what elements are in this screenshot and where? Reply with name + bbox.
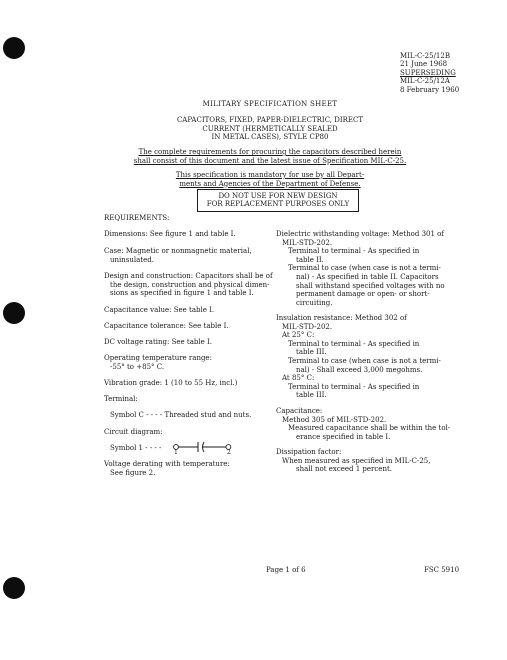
vibration-grade: Vibration grade: 1 (10 to 55 Hz, incl.) [104, 379, 238, 387]
dws-line: permanent damage or open- or short- [296, 290, 430, 299]
binder-hole-middle [3, 302, 25, 324]
design-line: the design, construction and physical dimen- [110, 280, 270, 289]
page-number: Page 1 of 6 [266, 566, 306, 574]
ir-line: MIL-STD-202. [282, 322, 333, 331]
dissipation-line: When measured as specified in MIL-C-25, [282, 456, 431, 465]
case-line: uninsulated. [110, 255, 154, 264]
requirements-heading: REQUIREMENTS: [104, 214, 170, 222]
ir-line: Insulation resistance: Method 302 of [276, 314, 407, 322]
capacitor-symbol-diagram [170, 440, 242, 456]
dws-line: Terminal to terminal - As specified in [288, 247, 420, 256]
node-2-label: 2 [227, 449, 231, 456]
ir-line: At 85° C: [282, 374, 315, 383]
superseded-date: 8 February 1960 [400, 85, 460, 94]
notice-line: DO NOT USE FOR NEW DESIGN [218, 192, 338, 200]
mandatory-note-line: This specification is mandatory for use by all Depart- [175, 171, 365, 179]
dissipation-line: shall not exceed 1 percent. [296, 465, 392, 474]
ir-line: Terminal to terminal - As specified in [288, 339, 420, 348]
dws-line: nal) - As specified in table II. Capacitors [296, 273, 439, 281]
dws-line: table II. [296, 255, 324, 264]
capacitance-line: Measured capacitance shall be within the tol- [288, 424, 451, 433]
capacitance-tolerance: Capacitance tolerance: See table I. [104, 322, 229, 330]
ir-line: Terminal to terminal - As specified in [288, 382, 420, 391]
page-subtitle [100, 116, 440, 142]
derating-line: Voltage derating with temperature: [104, 460, 230, 468]
ir-line: Terminal to case (when case is not a termi- [288, 357, 441, 365]
terminal-label: Terminal: [104, 395, 138, 403]
subtitle-line: IN METAL CASES), STYLE CP80 [211, 133, 329, 142]
node-1-label: 1 [174, 449, 178, 456]
binder-hole-top [3, 37, 25, 59]
mandatory-note-line: ments and Agencies of the Department of Defense. [179, 179, 361, 188]
ir-line: nal) - Shall exceed 3,000 megohms. [296, 365, 423, 374]
dimensions: Dimensions: See figure 1 and table I. [104, 230, 236, 238]
requirements-note [100, 148, 440, 165]
ir-line: At 25° C: [282, 331, 315, 340]
dissipation-line: Dissipation factor: [276, 448, 342, 456]
circuit-symbol-label: Symbol 1 - - - - [110, 444, 162, 452]
operating-temp-line: Operating temperature range: [104, 354, 212, 362]
circuit-diagram-label: Circuit diagram: [104, 428, 163, 436]
capacitance-line: Capacitance: [276, 407, 323, 415]
doc-date: 21 June 1968 [400, 60, 448, 69]
capacitance-line: Method 305 of MIL-STD-202. [282, 415, 387, 424]
terminal-symbol-c: Symbol C - - - - Threaded stud and nuts. [110, 411, 252, 419]
superseding-label: SUPERSEDING [400, 68, 456, 77]
subtitle-line: CAPACITORS, FIXED, PAPER-DIELECTRIC, DIRECT [176, 116, 364, 124]
dws-line: Dielectric withstanding voltage: Method 301 of [276, 230, 444, 238]
document-id-block [400, 52, 459, 94]
superseded-number: MIL-C-25/12A [400, 77, 450, 86]
dc-voltage-rating: DC voltage rating: See table I. [104, 338, 212, 346]
ir-line: table III. [296, 391, 327, 400]
page-title: MILITARY SPECIFICATION SHEET [202, 100, 338, 108]
dws-line: Terminal to case (when case is not a termi- [288, 264, 441, 273]
subtitle-line: CURRENT (HERMETICALLY SEALED [202, 124, 338, 133]
fsc-code: FSC 5910 [424, 566, 460, 574]
dws-line: shall withstand specified voltages with no [296, 281, 445, 290]
capacitance-value: Capacitance value: See table I. [104, 306, 215, 314]
case-line: Case: Magnetic or nonmagnetic material, [104, 247, 252, 255]
derating-line: See figure 2. [110, 468, 156, 477]
design-line: sions as specified in figure 1 and table I. [110, 289, 254, 298]
requirements-note-line: shall consist of this document and the latest issue of Specification MIL-C-25. [133, 156, 407, 165]
binder-hole-bottom [3, 577, 25, 599]
dws-line: MIL-STD-202. [282, 238, 333, 247]
design-line: Design and construction: Capacitors shall be of [104, 272, 273, 280]
operating-temp-line: -55° to +85° C. [110, 362, 165, 371]
ir-line: table III. [296, 348, 327, 357]
notice-line: FOR REPLACEMENT PURPOSES ONLY [206, 200, 350, 209]
doc-number: MIL-C-25/12B [400, 52, 450, 60]
capacitance-line: erance specified in table I. [296, 432, 391, 441]
notice-box [197, 189, 359, 212]
dws-line: circuiting. [296, 298, 333, 307]
mandatory-note [100, 171, 440, 188]
requirements-note-line: The complete requirements for procuring the capacitors described herein [138, 148, 402, 156]
